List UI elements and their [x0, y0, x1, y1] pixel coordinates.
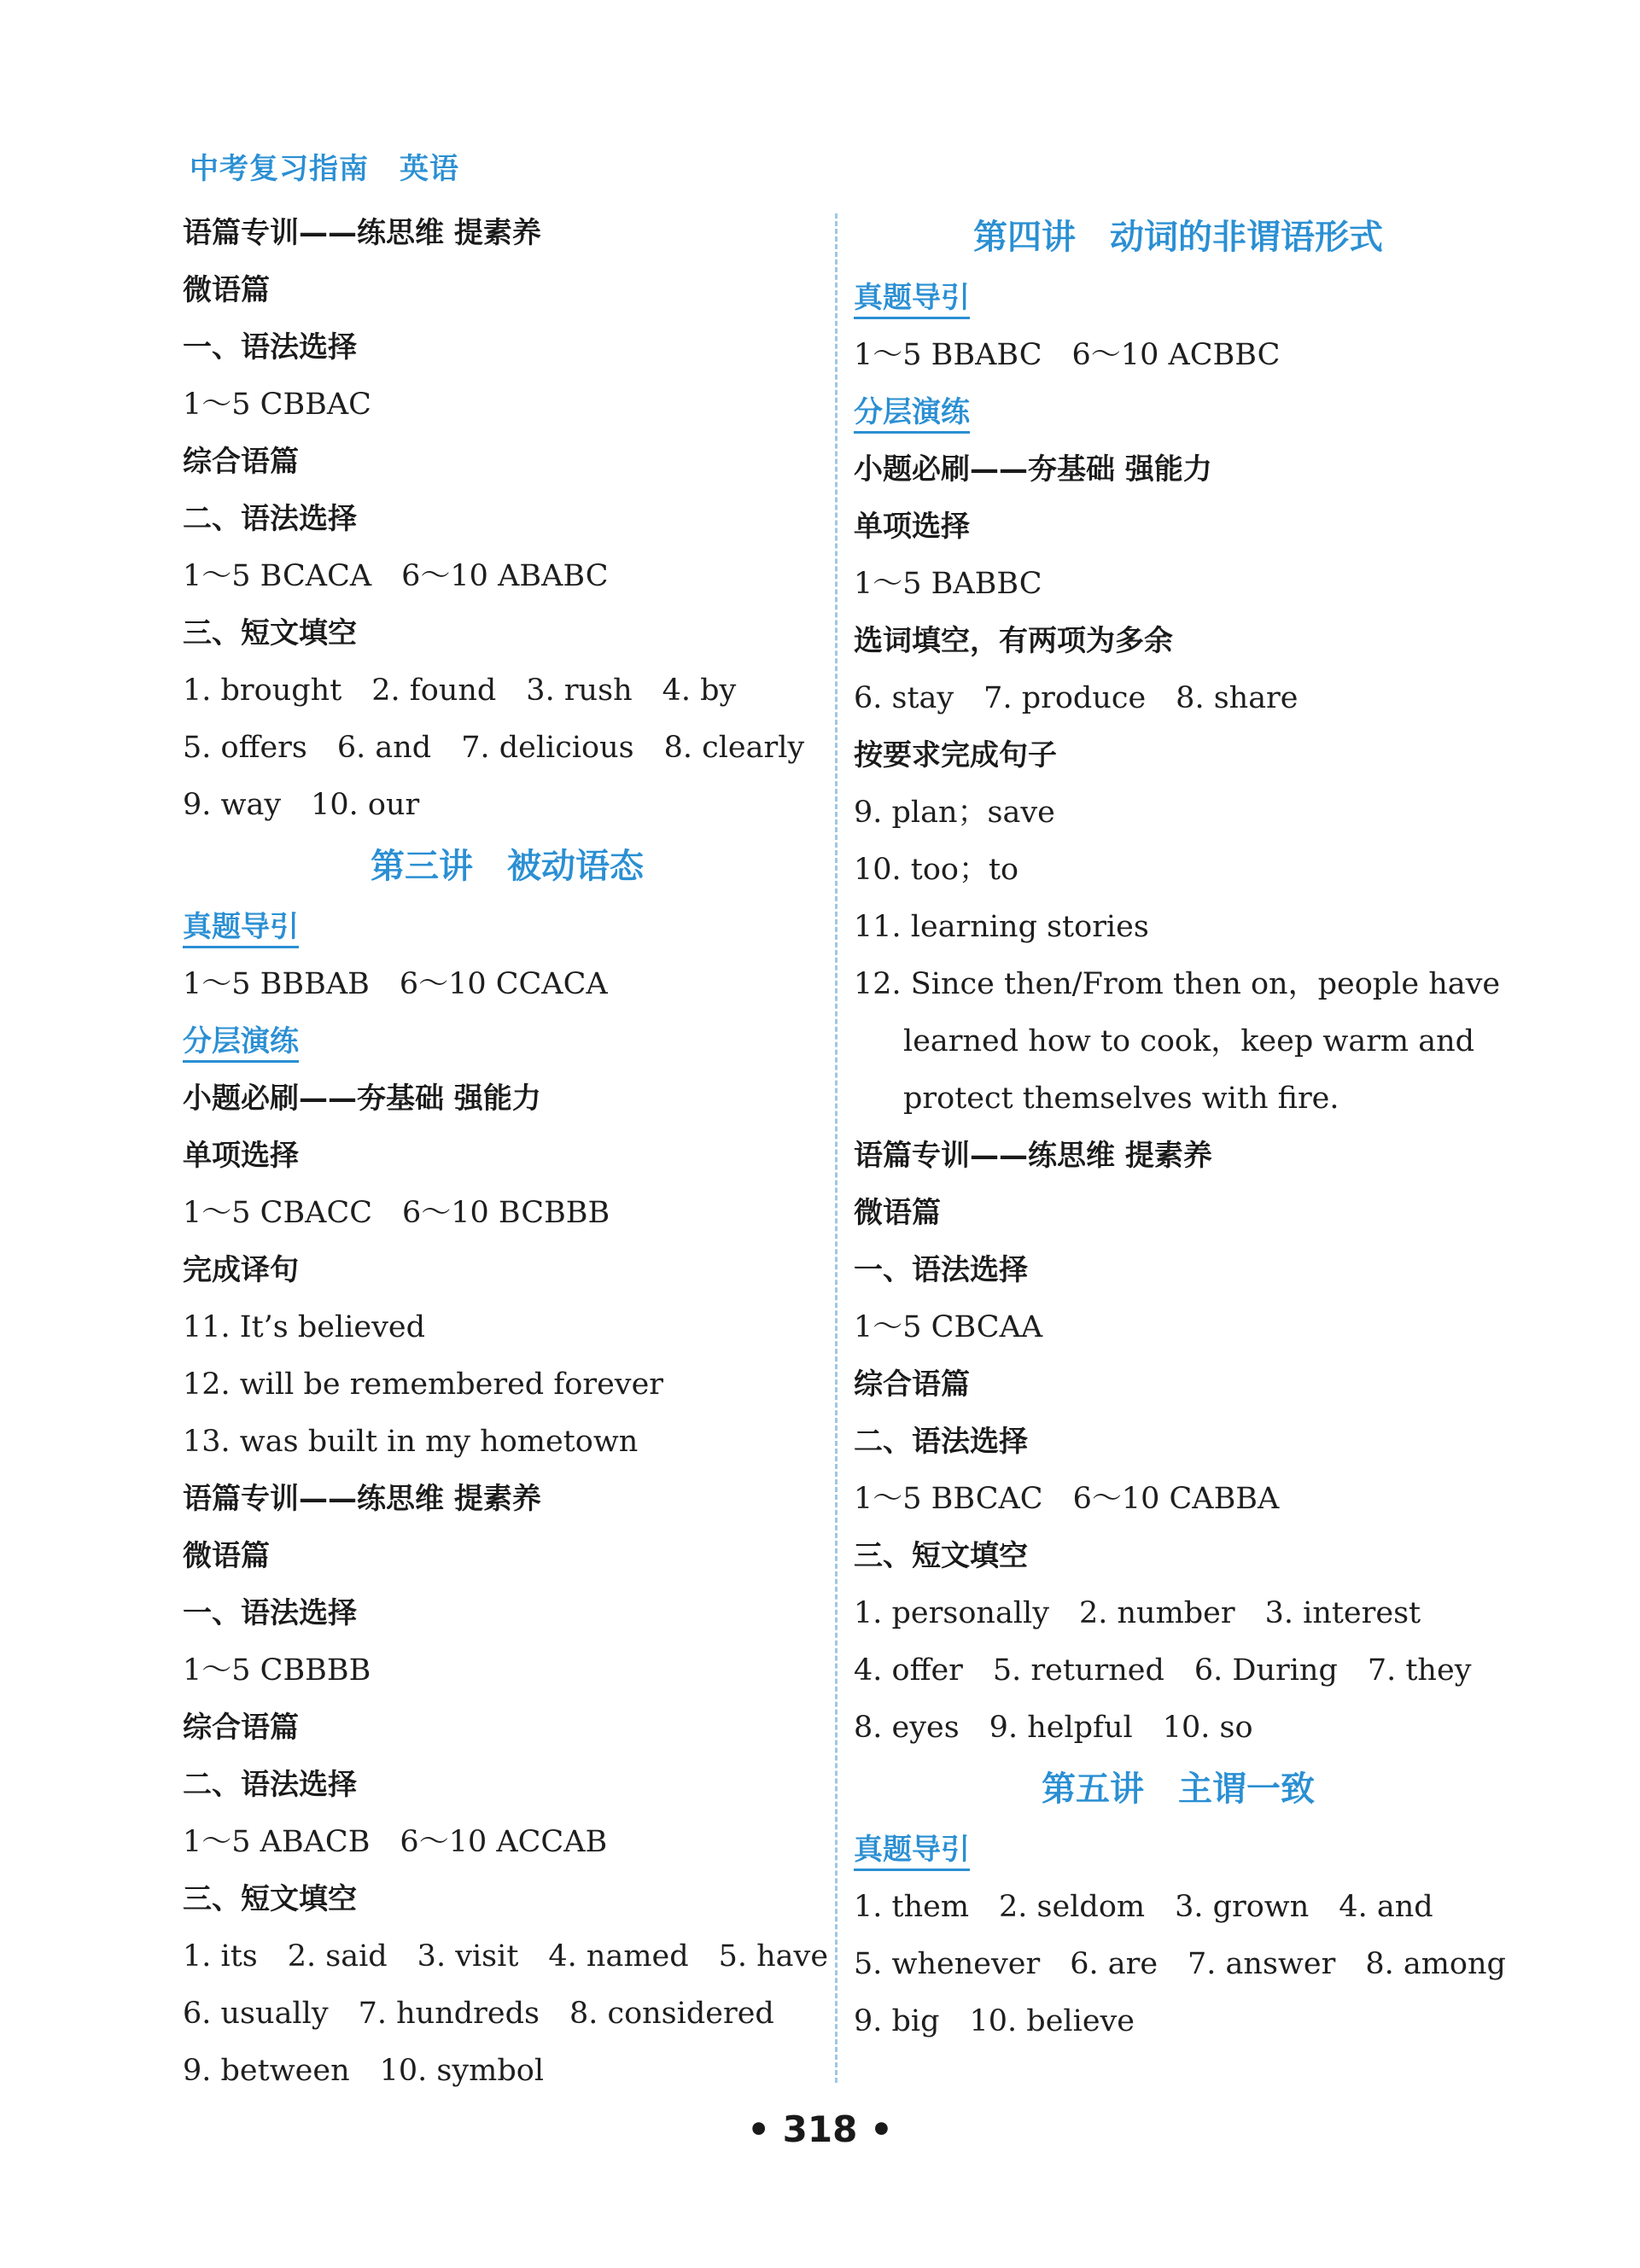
section-label: 二、语法选择 [854, 1425, 1028, 1459]
section-label: 微语篇 [183, 273, 270, 307]
answer-line: 4. offer 5. returned 6. During 7. they [854, 1653, 1472, 1688]
section-label: 单项选择 [183, 1139, 299, 1173]
section-label: 微语篇 [183, 1539, 270, 1573]
left-column [183, 205, 832, 2100]
section-label: 二、语法选择 [183, 1768, 357, 1802]
section-label: 完成译句 [183, 1253, 299, 1287]
chapter-title: 第四讲 动词的非谓语形式 [973, 218, 1383, 257]
answer-line: 1. brought 2. found 3. rush 4. by [183, 673, 737, 708]
answer-line: 1～5 BBBAB 6～10 CCACA [183, 967, 608, 1001]
answer-line: 1～5 CBACC 6～10 BCBBB [183, 1196, 610, 1230]
answer-line: 10. too；to [854, 853, 1019, 887]
section-label: 一、语法选择 [183, 330, 357, 364]
section-label: 一、语法选择 [183, 1596, 357, 1630]
section-heading [854, 270, 1503, 327]
answer-line: 12. Since then/From then on，people have [854, 967, 1501, 1001]
subject-label: 英语 [400, 152, 459, 186]
right-column [854, 205, 1506, 2050]
section-label: 单项选择 [854, 510, 970, 544]
section-heading-label: 分层演练 [183, 1024, 299, 1063]
answer-line: 9. between 10. symbol [183, 2054, 545, 2088]
answer-line: 11. It’s believed [183, 1310, 425, 1344]
answer-continuation: protect themselves with fire. [903, 1082, 1339, 1116]
section-label: 三、短文填空 [183, 616, 357, 650]
column-divider [835, 213, 838, 2083]
section-label: 选词填空，有两项为多余 [854, 624, 1173, 658]
answer-line: 1～5 ABACB 6～10 ACCAB [183, 1825, 608, 1859]
section-heading [183, 1013, 832, 1070]
answer-line: 12. will be remembered forever [183, 1367, 664, 1402]
answer-line: 1. personally 2. number 3. interest [854, 1596, 1421, 1630]
answer-line: 1. its 2. said 3. visit 4. named 5. have [183, 1939, 829, 1974]
answer-line: 1～5 CBBBB [183, 1653, 371, 1688]
answer-line: 6. stay 7. produce 8. share [854, 681, 1299, 715]
answer-line: 1～5 CBCAA [854, 1310, 1043, 1344]
section-heading [854, 384, 1503, 441]
section-label: 按要求完成句子 [854, 738, 1057, 773]
section-label: 二、语法选择 [183, 502, 357, 536]
section-heading-label: 分层演练 [854, 395, 970, 434]
section-label: 语篇专训——练思维 提素养 [183, 216, 541, 250]
chapter-title: 第三讲 被动语态 [371, 847, 644, 886]
chapter-title: 第五讲 主谓一致 [1042, 1770, 1315, 1809]
book-title: 中考复习指南 [190, 152, 369, 186]
answer-line: 8. eyes 9. helpful 10. so [854, 1711, 1253, 1745]
section-label: 综合语篇 [183, 445, 299, 479]
section-heading-label: 真题导引 [183, 910, 299, 948]
section-label: 语篇专训——练思维 提素养 [183, 1482, 541, 1516]
answer-line: 5. whenever 6. are 7. answer 8. among [854, 1947, 1506, 1981]
answer-line: 1～5 CBBAC [183, 388, 371, 422]
section-label: 综合语篇 [854, 1367, 970, 1402]
answer-line: 5. offers 6. and 7. delicious 8. clearly [183, 731, 805, 765]
section-heading [854, 1822, 1503, 1879]
page-number-value: 318 [782, 2108, 858, 2150]
section-label: 三、短文填空 [854, 1539, 1028, 1573]
answer-line: 9. plan；save [854, 796, 1055, 830]
answer-line: 1. them 2. seldom 3. grown 4. and [854, 1890, 1433, 1924]
section-label: 综合语篇 [183, 1711, 299, 1745]
answer-line: 6. usually 7. hundreds 8. considered [183, 1997, 774, 2031]
section-label: 小题必刷——夯基础 强能力 [183, 1082, 541, 1116]
answer-line: 9. big 10. believe [854, 2004, 1135, 2038]
section-label: 三、短文填空 [183, 1882, 357, 1916]
answer-line: 1～5 BCACA 6～10 ABABC [183, 559, 609, 593]
answer-continuation: learned how to cook，keep warm and [903, 1024, 1475, 1058]
answer-line: 1～5 BBABC 6～10 ACBBC [854, 338, 1281, 372]
section-heading-label: 真题导引 [854, 281, 970, 319]
answer-line: 1～5 BABBC [854, 567, 1042, 601]
page-number: • 318 • [747, 2108, 893, 2150]
answer-line: 11. learning stories [854, 910, 1149, 944]
section-heading [183, 899, 832, 956]
running-header [190, 145, 459, 187]
section-label: 一、语法选择 [854, 1253, 1028, 1287]
section-label: 微语篇 [854, 1196, 941, 1230]
answer-line: 1～5 BBCAC 6～10 CABBA [854, 1482, 1280, 1516]
section-heading-label: 真题导引 [854, 1833, 970, 1871]
answer-line: 9. way 10. our [183, 788, 420, 822]
section-label: 小题必刷——夯基础 强能力 [854, 452, 1212, 487]
section-label: 语篇专训——练思维 提素养 [854, 1139, 1212, 1173]
answer-line: 13. was built in my hometown [183, 1425, 639, 1459]
